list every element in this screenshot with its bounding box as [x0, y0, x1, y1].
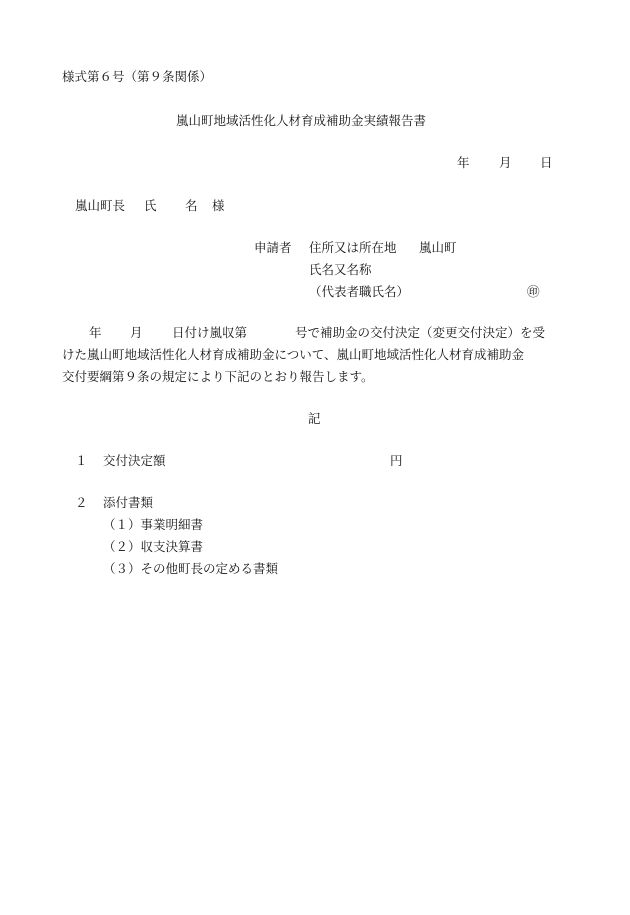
attachment-item: （２）収支決算書	[103, 539, 204, 554]
date-year: 年	[457, 155, 470, 170]
addressee-mei: 名	[185, 198, 198, 213]
attachment-item: （３）その他町長の定める書類	[103, 561, 279, 576]
applicant-address-label: 住所又は所在地	[309, 240, 397, 255]
body-line1-rest: 号で補助金の交付決定（変更交付決定）を受	[295, 325, 546, 340]
date-day: 日	[540, 155, 553, 170]
seal-mark: ㊞	[527, 284, 540, 299]
body-month: 月	[130, 325, 143, 340]
body-year: 年	[89, 325, 102, 340]
applicant-address-value: 嵐山町	[419, 240, 457, 255]
addressee-shi: 氏	[144, 198, 157, 213]
applicant-label: 申請者	[254, 240, 292, 255]
body-date-ref: 日付け嵐収第	[172, 325, 248, 340]
item-1-number: １	[75, 453, 88, 468]
item-2-number: ２	[75, 495, 88, 510]
item-1-unit: 円	[390, 453, 403, 468]
document-title: 嵐山町地域活性化人材育成補助金実績報告書	[176, 113, 427, 128]
applicant-name-label: 氏名又名称	[309, 262, 372, 277]
body-line2: けた嵐山町地域活性化人材育成補助金について、嵐山町地域活性化人材育成補助金	[62, 347, 525, 362]
form-number: 様式第６号（第９条関係）	[62, 69, 213, 84]
item-1-label: 交付決定額	[103, 453, 166, 468]
ki-heading: 記	[308, 411, 321, 426]
attachment-item: （１）事業明細書	[103, 517, 204, 532]
applicant-representative-label: （代表者職氏名）	[309, 284, 410, 299]
date-month: 月	[499, 155, 512, 170]
item-2-label: 添付書類	[103, 495, 154, 510]
body-line3: 交付要綱第９条の規定により下記のとおり報告します。	[62, 369, 374, 384]
addressee-office: 嵐山町長	[75, 198, 126, 213]
addressee-honorific: 様	[212, 198, 225, 213]
